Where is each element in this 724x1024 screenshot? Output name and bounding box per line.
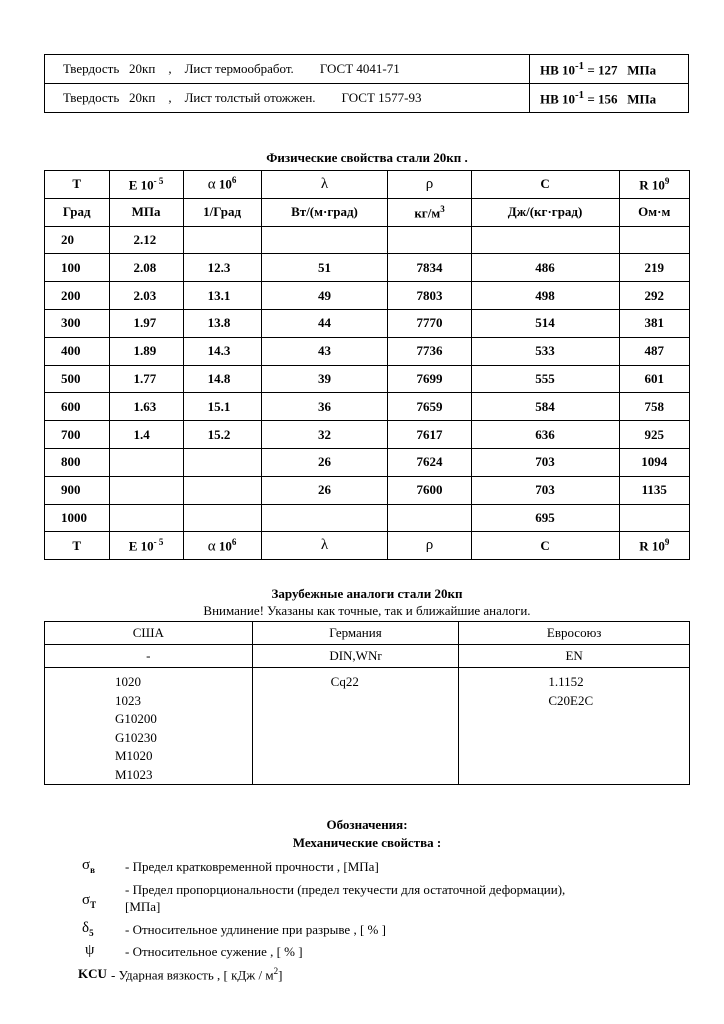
table-row [45, 622, 690, 645]
cell-thermal-expansion: 15.2 [183, 421, 261, 449]
psi-symbol [85, 942, 94, 959]
analogs-note: Внимание! Указаны как точные, так и ближайшие аналоги. [203, 603, 531, 618]
usa-grades [45, 668, 253, 785]
analogs-title: Зарубежные аналоги стали 20кп [271, 586, 463, 601]
R-exp: 9 [664, 537, 670, 548]
physical-table-title: Физические свойства стали 20кп . [266, 150, 468, 165]
table-row [45, 309, 690, 337]
hardness-sep: , [168, 90, 172, 105]
hardness-standard: ГОСТ 4041-71 [319, 61, 400, 76]
rho-unit-label: кг/м [414, 204, 441, 220]
cell-specific-heat: 703 [471, 448, 619, 476]
cell-thermal-expansion [183, 226, 261, 254]
unit-C: Дж/(кг·град) [471, 198, 619, 226]
table-row [45, 393, 690, 421]
cell-temperature: 1000 [45, 504, 110, 532]
physical-table-body [45, 226, 690, 532]
lambda-symbol: λ [320, 537, 329, 554]
column-eu: Евросоюз [459, 622, 690, 645]
rho-symbol: ρ [425, 537, 434, 554]
cell-elastic-modulus [109, 504, 183, 532]
cell-thermal-expansion: 13.1 [183, 282, 261, 310]
cell-specific-heat: 555 [471, 365, 619, 393]
list-item: G10200 [115, 711, 157, 726]
E-label: E 10 [128, 177, 154, 193]
cell-thermal-expansion: 14.3 [183, 337, 261, 365]
cell-resistivity: 381 [619, 309, 689, 337]
cell-temperature: 800 [45, 448, 110, 476]
hardness-grade: 20кп [129, 61, 156, 76]
alpha-num: 10 [218, 176, 232, 192]
unit-T: Град [45, 198, 110, 226]
hardness-condition: Лист термообработ. [184, 61, 294, 76]
list-item: 1.1152 [548, 674, 584, 689]
alpha-exp: 6 [231, 175, 237, 186]
table-row [45, 254, 690, 282]
sigma-b-symbol [82, 857, 95, 875]
footer-alpha [183, 532, 261, 560]
symbol-sub: в [90, 865, 95, 875]
hardness-description [45, 55, 530, 84]
list-item: C20E2C [548, 692, 594, 708]
cell-resistivity: 487 [619, 337, 689, 365]
germany-grades [252, 668, 459, 785]
list-item: 1023 [115, 692, 141, 708]
table-row [45, 55, 689, 84]
R-label: R 10 [639, 538, 665, 554]
R-label: R 10 [639, 177, 665, 193]
cell-thermal-expansion [183, 504, 261, 532]
cell-specific-heat: 533 [471, 337, 619, 365]
cell-elastic-modulus: 1.4 [109, 421, 183, 449]
legend-title: Обозначения: [326, 817, 408, 832]
cell-specific-heat: 703 [471, 476, 619, 504]
hardness-value [530, 84, 689, 113]
cell-specific-heat: 486 [471, 254, 619, 282]
table-row [45, 282, 690, 310]
symbol: σ [82, 892, 91, 908]
cell-thermal-conductivity: 43 [261, 337, 388, 365]
cell-thermal-conductivity [261, 504, 388, 532]
cell-thermal-conductivity: 26 [261, 448, 388, 476]
hardness-value-label: HB 10 [540, 62, 576, 78]
alpha-symbol: α [207, 176, 216, 193]
cell-temperature: 100 [45, 254, 110, 282]
standard-germany: DIN,WNr [252, 645, 459, 668]
cell-thermal-expansion [183, 448, 261, 476]
table-row [45, 226, 690, 254]
cell-elastic-modulus: 1.77 [109, 365, 183, 393]
lambda-symbol: λ [320, 175, 329, 192]
unit-lambda: Вт/(м·град) [261, 198, 388, 226]
standard-usa: - [45, 645, 253, 668]
table-row [45, 337, 690, 365]
cell-specific-heat: 584 [471, 393, 619, 421]
cell-temperature: 200 [45, 282, 110, 310]
cell-specific-heat: 514 [471, 309, 619, 337]
list-item: 1020 [115, 674, 141, 689]
table-row [45, 365, 690, 393]
legend-text: - Относительное сужение , [ % ] [125, 944, 303, 959]
hardness-standard: ГОСТ 1577-93 [341, 90, 422, 105]
cell-temperature: 600 [45, 393, 110, 421]
cell-resistivity: 219 [619, 254, 689, 282]
hardness-value-exp: -1 [575, 59, 585, 72]
column-germany: Германия [252, 622, 459, 645]
cell-resistivity: 292 [619, 282, 689, 310]
column-header-E [109, 171, 183, 199]
column-usa: США [45, 622, 253, 645]
cell-resistivity: 601 [619, 365, 689, 393]
cell-density: 7699 [388, 365, 471, 393]
E-label: E 10 [128, 538, 154, 554]
cell-elastic-modulus: 1.89 [109, 337, 183, 365]
table-row [45, 476, 690, 504]
footer-lambda [261, 532, 388, 560]
cell-specific-heat: 498 [471, 282, 619, 310]
analogs-table [44, 621, 690, 785]
cell-temperature: 700 [45, 421, 110, 449]
alpha-symbol: α [207, 537, 216, 554]
cell-temperature: 300 [45, 309, 110, 337]
hardness-value-label: HB 10 [540, 91, 576, 107]
table-row [45, 448, 690, 476]
column-header-lambda [261, 171, 388, 199]
table-row [45, 645, 690, 668]
hardness-table [44, 54, 689, 113]
hardness-value [530, 55, 689, 84]
cell-temperature: 900 [45, 476, 110, 504]
column-header-C: C [471, 171, 619, 199]
cell-elastic-modulus [109, 476, 183, 504]
cell-thermal-expansion: 13.8 [183, 309, 261, 337]
E-exp: - 5 [153, 537, 164, 548]
cell-thermal-conductivity [261, 226, 388, 254]
cell-resistivity [619, 504, 689, 532]
cell-density: 7770 [388, 309, 471, 337]
hardness-description [45, 84, 530, 113]
cell-density [388, 504, 471, 532]
cell-elastic-modulus: 2.08 [109, 254, 183, 282]
symbol-sub: T [90, 900, 97, 910]
cell-elastic-modulus: 1.97 [109, 309, 183, 337]
cell-thermal-expansion: 15.1 [183, 393, 261, 421]
list-item: M1020 [115, 748, 153, 763]
kcu-symbol: KCU [78, 966, 107, 981]
cell-temperature: 400 [45, 337, 110, 365]
cell-resistivity: 1094 [619, 448, 689, 476]
legend-text: - Относительное удлинение при разрыве , [ % ] [125, 922, 386, 937]
cell-specific-heat: 695 [471, 504, 619, 532]
symbol: σ [82, 857, 91, 873]
cell-thermal-conductivity: 44 [261, 309, 388, 337]
cell-elastic-modulus: 1.63 [109, 393, 183, 421]
cell-density [388, 226, 471, 254]
footer-C: C [471, 532, 619, 560]
table-row [45, 668, 690, 785]
cell-thermal-expansion [183, 476, 261, 504]
cell-density: 7803 [388, 282, 471, 310]
cell-thermal-conductivity: 49 [261, 282, 388, 310]
rho-symbol: ρ [425, 175, 434, 192]
footer-R [619, 532, 689, 560]
column-header-alpha [183, 171, 261, 199]
legend-text [111, 966, 282, 983]
hardness-value-exp: -1 [575, 88, 585, 101]
hardness-prop: Твердость [63, 61, 120, 76]
symbol-sub: 5 [89, 928, 94, 938]
cell-density: 7736 [388, 337, 471, 365]
symbol: ψ [85, 942, 95, 958]
alpha-num: 10 [218, 537, 232, 553]
list-item: G10230 [115, 729, 157, 745]
cell-density: 7624 [388, 448, 471, 476]
list-item: M1023 [115, 766, 153, 782]
footer-row [45, 532, 690, 560]
cell-density: 7659 [388, 393, 471, 421]
cell-thermal-conductivity: 51 [261, 254, 388, 282]
footer-T: T [45, 532, 110, 560]
hardness-condition: Лист толстый отожжен. [184, 90, 316, 105]
eu-grades [459, 668, 690, 785]
table-row [45, 504, 690, 532]
footer-rho [388, 532, 471, 560]
cell-elastic-modulus: 2.03 [109, 282, 183, 310]
legend-text: - Предел кратковременной прочности , [МПа] [125, 859, 379, 874]
cell-thermal-conductivity: 36 [261, 393, 388, 421]
list-item: Cq22 [330, 674, 359, 689]
table-row [45, 84, 689, 113]
rho-unit-exp: 3 [440, 203, 445, 214]
cell-density: 7834 [388, 254, 471, 282]
unit-rho [388, 198, 471, 226]
standard-eu: EN [459, 645, 690, 668]
delta-5-symbol [82, 920, 94, 938]
hardness-sep: , [168, 61, 172, 76]
cell-resistivity [619, 226, 689, 254]
kcu-text-end: ] [278, 967, 283, 983]
alpha-exp: 6 [231, 536, 237, 547]
R-exp: 9 [664, 175, 670, 186]
table-row [45, 421, 690, 449]
cell-temperature: 500 [45, 365, 110, 393]
header-row [45, 171, 690, 199]
units-row [45, 198, 690, 226]
physical-properties-table [44, 170, 690, 560]
cell-temperature: 20 [45, 226, 110, 254]
cell-specific-heat: 636 [471, 421, 619, 449]
cell-density: 7600 [388, 476, 471, 504]
hardness-value-unit: МПа [627, 62, 657, 78]
unit-R: Ом·м [619, 198, 689, 226]
cell-density: 7617 [388, 421, 471, 449]
unit-E: МПа [109, 198, 183, 226]
unit-alpha: 1/Град [183, 198, 261, 226]
symbol: δ [82, 920, 90, 936]
E-exp: - 5 [153, 175, 164, 186]
cell-thermal-conductivity: 39 [261, 365, 388, 393]
hardness-value-number: = 156 [587, 91, 618, 107]
cell-specific-heat [471, 226, 619, 254]
cell-thermal-conductivity: 26 [261, 476, 388, 504]
column-header-R [619, 171, 689, 199]
cell-resistivity: 758 [619, 393, 689, 421]
hardness-value-number: = 127 [587, 62, 618, 78]
cell-thermal-expansion: 12.3 [183, 254, 261, 282]
hardness-prop: Твердость [63, 90, 120, 105]
column-header-rho [388, 171, 471, 199]
cell-resistivity: 925 [619, 421, 689, 449]
sigma-t-symbol [82, 892, 96, 910]
legend-text-continued: [МПа] [125, 899, 161, 914]
cell-elastic-modulus [109, 448, 183, 476]
cell-resistivity: 1135 [619, 476, 689, 504]
kcu-exp: 2 [273, 966, 279, 976]
hardness-grade: 20кп [129, 90, 156, 105]
cell-elastic-modulus: 2.12 [109, 226, 183, 254]
cell-thermal-conductivity: 32 [261, 421, 388, 449]
cell-thermal-expansion: 14.8 [183, 365, 261, 393]
kcu-text: - Ударная вязкость , [ кДж / м [111, 967, 274, 983]
legend-subtitle: Механические свойства : [292, 835, 442, 850]
column-header-T: T [45, 171, 110, 199]
footer-E [109, 532, 183, 560]
legend-text: - Предел пропорциональности (предел текучести для остаточной деформации), [125, 882, 566, 897]
hardness-value-unit: МПа [627, 91, 657, 107]
